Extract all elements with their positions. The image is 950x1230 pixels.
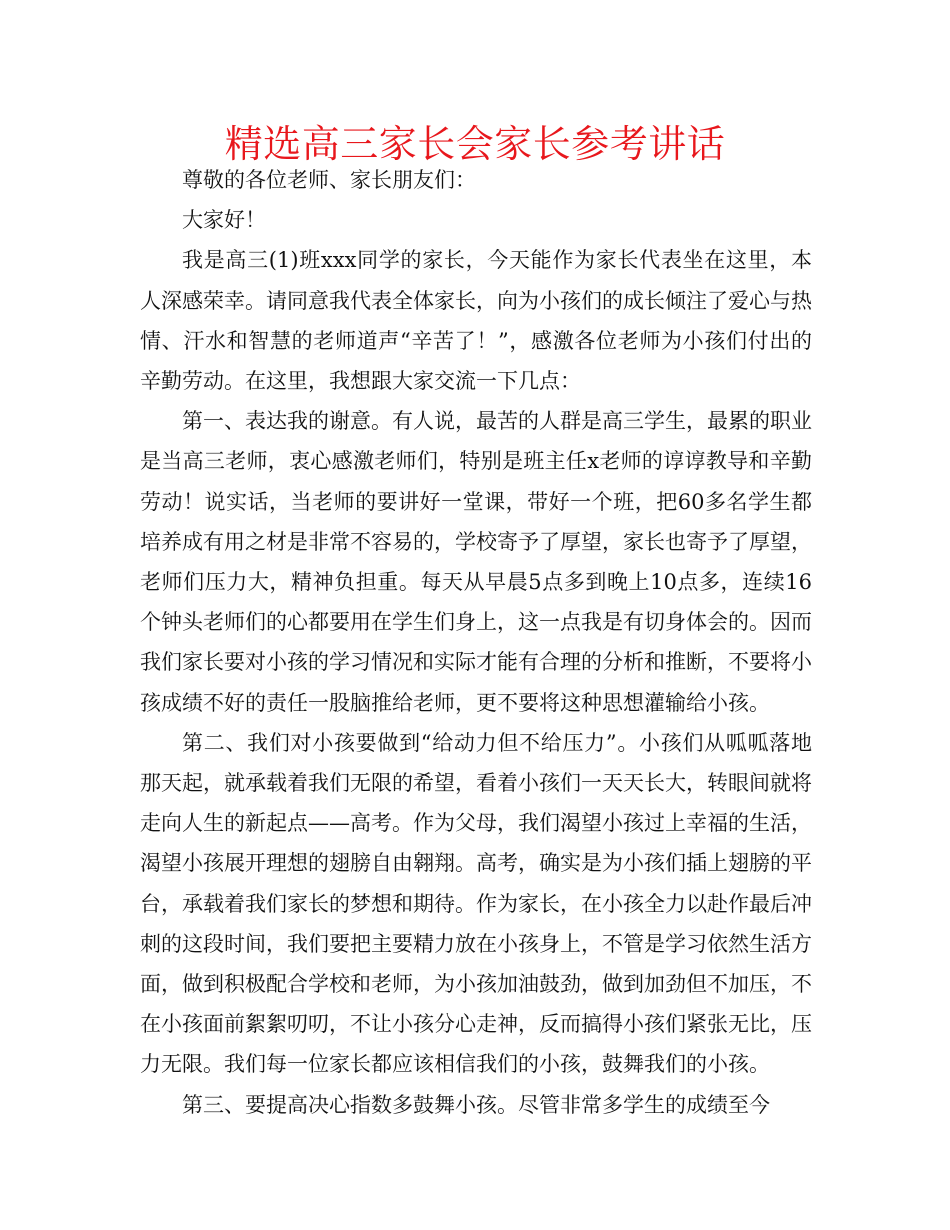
document-body [140, 160, 812, 1125]
paragraph-second-point: 第二、我们对小孩要做到“给动力但不给压力”。小孩们从呱呱落地那天起，就承载着我们无限的希望，看着小孩们一天天长大，转眼间就将走向人生的新起点——高考。作为父母，我们渴望小孩过上幸福的生活，渴望小孩展开理想的翅膀自由翱翔。高考，确实是为小孩们插上翅膀的平台，承载着我们家长的梦想和期待。作为家长，在小孩全力以赴作最后冲刺的这段时间，我们要把主要精力放在小孩身上，不管是学习依然生活方面，做到积极配合学校和老师，为小孩加油鼓劲，做到加劲但不加压，不在小孩面前絮絮叨叨，不让小孩分心走神，反而搞得小孩们紧张无比，压力无限。我们每一位家长都应该相信我们的小孩，鼓舞我们的小孩。 [140, 730, 812, 1077]
paragraph-intro: 我是高三(1)班xxx同学的家长，今天能作为家长代表坐在这里，本人深感荣幸。请同意我代表全体家长，向为小孩们的成长倾注了爱心与热情、汗水和智慧的老师道声“辛苦了！”，感激各位老师为小孩们付出的辛勤劳动。在这里，我想跟大家交流一下几点： [140, 248, 812, 394]
paragraph-first-point: 第一、表达我的谢意。有人说，最苦的人群是高三学生，最累的职业是当高三老师，衷心感激老师们，特别是班主任x老师的谆谆教导和辛勤劳动！说实话，当老师的要讲好一堂课，带好一个班，把60多名学生都培养成有用之材是非常不容易的，学校寄予了厚望，家长也寄予了厚望，老师们压力大，精神负担重。每天从早晨5点多到晚上10点多，连续16个钟头老师们的心都要用在学生们身上，这一点我是有切身体会的。因而我们家长要对小孩的学习情况和实际才能有合理的分析和推断，不要将小孩成绩不好的责任一股脑推给老师，更不要将这种思想灌输给小孩。 [140, 409, 812, 715]
salutation: 尊敬的各位老师、家长朋友们： [182, 168, 476, 192]
greeting: 大家好！ [182, 208, 266, 233]
paragraph-third-point: 第三、要提高决心指数多鼓舞小孩。尽管非常多学生的成绩至今 [182, 1092, 770, 1117]
document-title: 精选高三家长会家长参考讲话 [224, 122, 726, 166]
